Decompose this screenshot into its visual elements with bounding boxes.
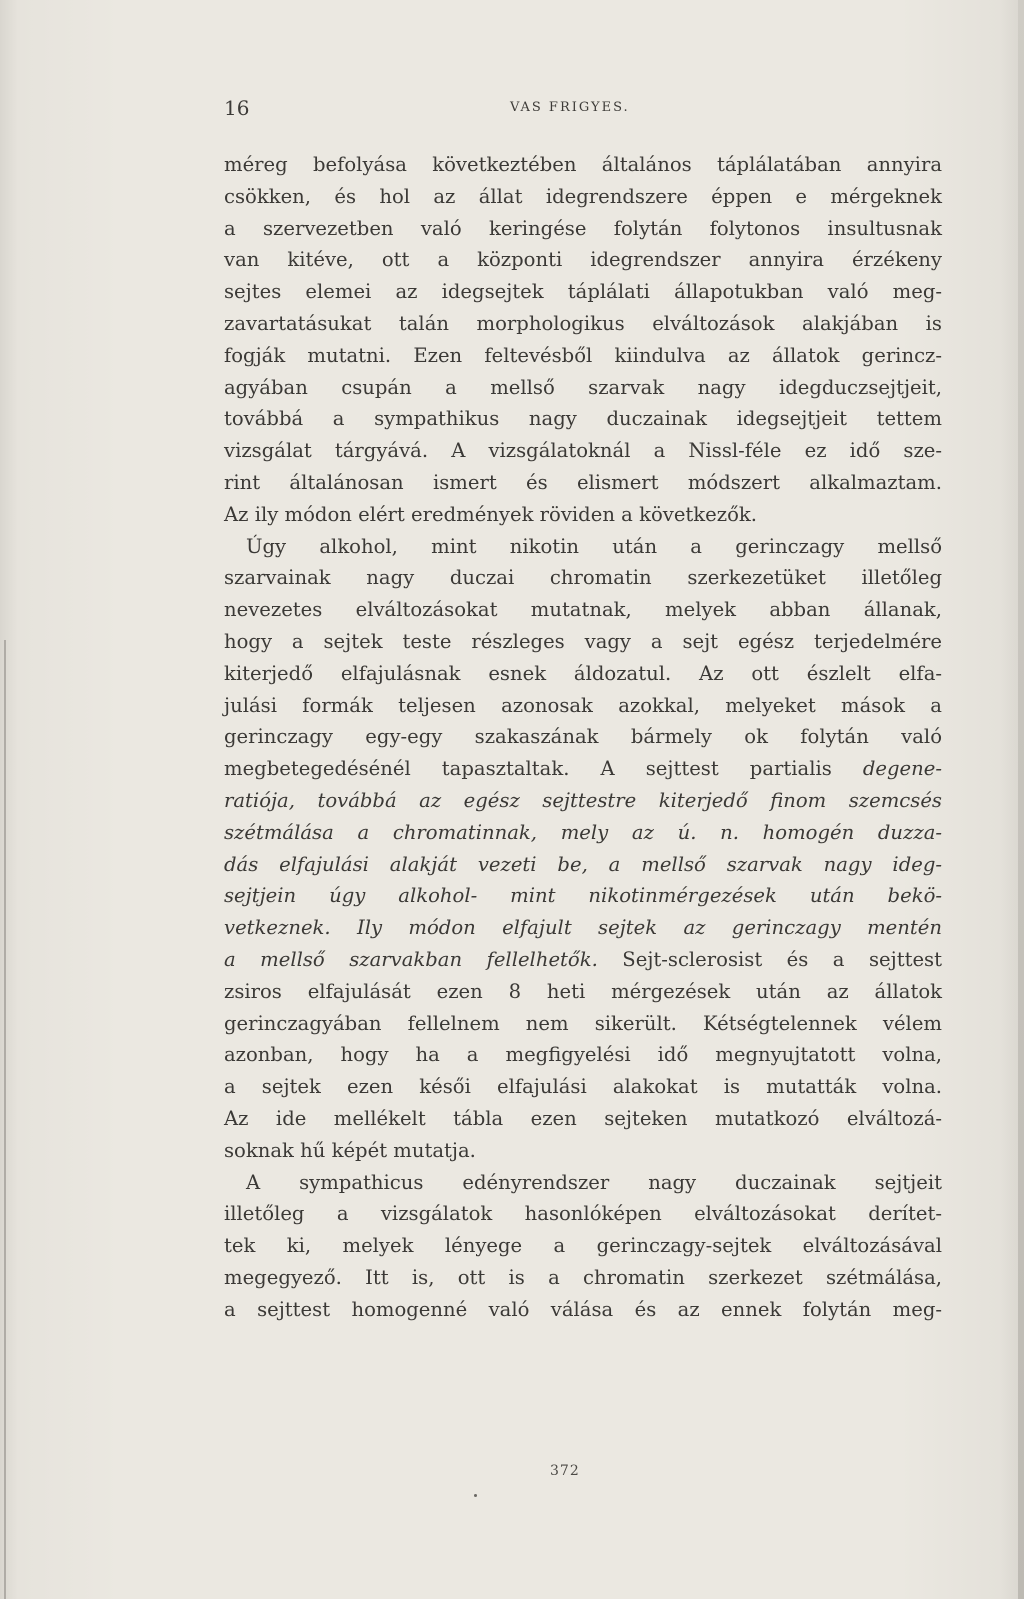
text-line: a szervezetben való keringése folytán folytonos insultusnak [224, 216, 942, 240]
italic-text: degene- [862, 757, 942, 781]
text-line: Az ily módon elért eredmények röviden a következők. [224, 502, 757, 526]
print-speck [474, 1494, 477, 1497]
text-line: julási formák teljesen azonosak azokkal, melyeket mások a [224, 693, 942, 717]
text-line: Az ide mellékelt tábla ezen sejteken mutatkozó elváltozá- [224, 1106, 942, 1130]
page-edge-shadow [1018, 0, 1024, 1599]
page-number: 16 [224, 96, 250, 120]
text-line: a sejttest homogenné való válása és az ennek folytán meg- [224, 1297, 942, 1321]
text-line: a sejtek ezen késői elfajulási alakokat is mutatták volna. [224, 1075, 942, 1099]
text-line: nevezetes elváltozásokat mutatnak, melyek abban állanak, [224, 598, 942, 622]
running-head: VAS FRIGYES. [510, 100, 630, 115]
text-line: zavartatásukat talán morphologikus elváltozások alakjában is [224, 311, 942, 335]
text-line: továbbá a sympathikus nagy duczainak idegsejtjeit tettem [224, 407, 942, 431]
text-line-italic: sejtjein úgy alkohol- mint nikotinmérgezések után bekö- [224, 884, 942, 908]
text-line: van kitéve, ott a központi idegrendszer annyira érzékeny [224, 248, 942, 272]
text-line-italic: ratiója, továbbá az egész sejttestre kiterjedő finom szemcsés [224, 788, 942, 812]
text-line: azonban, hogy ha a megfigyelési idő megnyujtatott volna, [224, 1043, 942, 1067]
text-line: hogy a sejtek teste részleges vagy a sejt egész terjedelmére [224, 629, 942, 653]
text-line: méreg befolyása következtében általános táplálatában annyira [224, 153, 942, 176]
text-line-italic: dás elfajulási alakját vezeti be, a mellső szarvak nagy ideg- [224, 852, 942, 876]
body-text [224, 149, 942, 1325]
text-line: a mellső szarvakban fellelhetők. Sejt-sclerosist és a sejttest [224, 947, 942, 971]
text-line: illetőleg a vizsgálatok hasonlóképen elváltozásokat derítet- [224, 1202, 942, 1226]
text-line: zsiros elfajulását ezen 8 heti mérgezések után az állatok [224, 979, 942, 1003]
italic-text: a mellső szarvakban fellelhetők. [224, 947, 598, 971]
page-header [224, 96, 954, 126]
text-line: fogják mutatni. Ezen feltevésből kiindulva az állatok gerincz- [224, 343, 942, 367]
text-line: vizsgálat tárgyává. A vizsgálatoknál a Nissl-féle ez idő sze- [224, 439, 942, 463]
signature-number: 372 [550, 1463, 580, 1479]
text-line: csökken, és hol az állat idegrendszere éppen e mérgeknek [224, 184, 942, 208]
text-line: soknak hű képét mutatja. [224, 1138, 476, 1162]
text-line: kiterjedő elfajulásnak esnek áldozatul. Az ott észlelt elfa- [224, 661, 942, 685]
text-line: megbetegedésénél tapasztaltak. A sejttest partialis degene- [224, 757, 942, 781]
text-line: rint általánosan ismert és elismert módszert alkalmaztam. [224, 470, 942, 494]
text-line: gerinczagy egy-egy szakaszának bármely ok folytán való [224, 725, 942, 749]
text-line: A sympathicus edényrendszer nagy duczainak sejtjeit [246, 1170, 942, 1194]
text-line: sejtes elemei az idegsejtek táplálati állapotukban való meg- [224, 280, 942, 304]
text-line: Úgy alkohol, mint nikotin után a gerinczagy mellső [246, 534, 942, 558]
text-line: tek ki, melyek lényege a gerinczagy-sejtek elváltozásával [224, 1234, 942, 1258]
text-line: szarvainak nagy duczai chromatin szerkezetüket illetőleg [224, 566, 942, 590]
text-line: agyában csupán a mellső szarvak nagy idegduczsejtjeit, [224, 375, 942, 399]
text-line-italic: vetkeznek. Ily módon elfajult sejtek az gerinczagy mentén [224, 916, 942, 940]
binding-edge [4, 640, 6, 1599]
text-line: gerinczagyában fellelnem nem sikerült. Kétségtelennek vélem [224, 1011, 942, 1035]
text-line: megegyező. Itt is, ott is a chromatin szerkezet szétmálása, [224, 1265, 942, 1289]
text-line-italic: szétmálása a chromatinnak, mely az ú. n. homogén duzza- [224, 820, 942, 844]
